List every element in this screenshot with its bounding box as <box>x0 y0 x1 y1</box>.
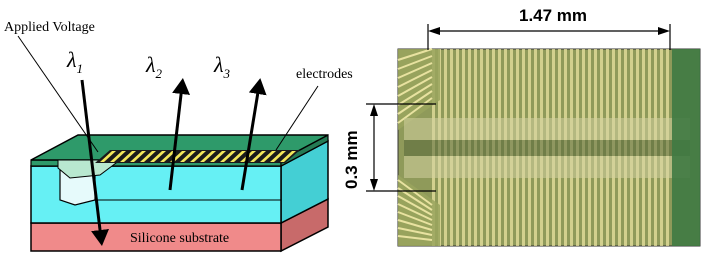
electrodes-label: electrodes <box>296 67 353 82</box>
lambda2-label <box>145 52 163 81</box>
lambda3-sub: 3 <box>223 66 231 81</box>
applied-voltage-label: Applied Voltage <box>4 20 95 35</box>
photo-band-middle <box>404 140 690 156</box>
photo-right-edge <box>672 49 700 246</box>
lambda1-symbol: λ <box>67 47 77 72</box>
lambda3-symbol: λ <box>214 52 224 77</box>
width-dimension-label: 1.47 mm <box>519 6 588 25</box>
photo-band-lower <box>404 156 690 178</box>
lambda1-sub: 1 <box>76 61 84 76</box>
photo-band-upper <box>404 118 690 140</box>
height-dimension-label: 0.3 mm <box>342 130 361 189</box>
electrode-array <box>95 150 300 163</box>
applied-voltage-pointer <box>18 36 98 152</box>
microscope-photo <box>398 49 700 246</box>
substrate-label: Silicone substrate <box>130 231 230 246</box>
width-dimension <box>428 6 670 50</box>
lambda1-label <box>66 47 83 76</box>
lambda3-label <box>213 52 231 81</box>
lambda2-symbol: λ <box>146 52 156 77</box>
lambda2-sub: 2 <box>155 66 163 81</box>
device-diagram <box>4 20 353 251</box>
